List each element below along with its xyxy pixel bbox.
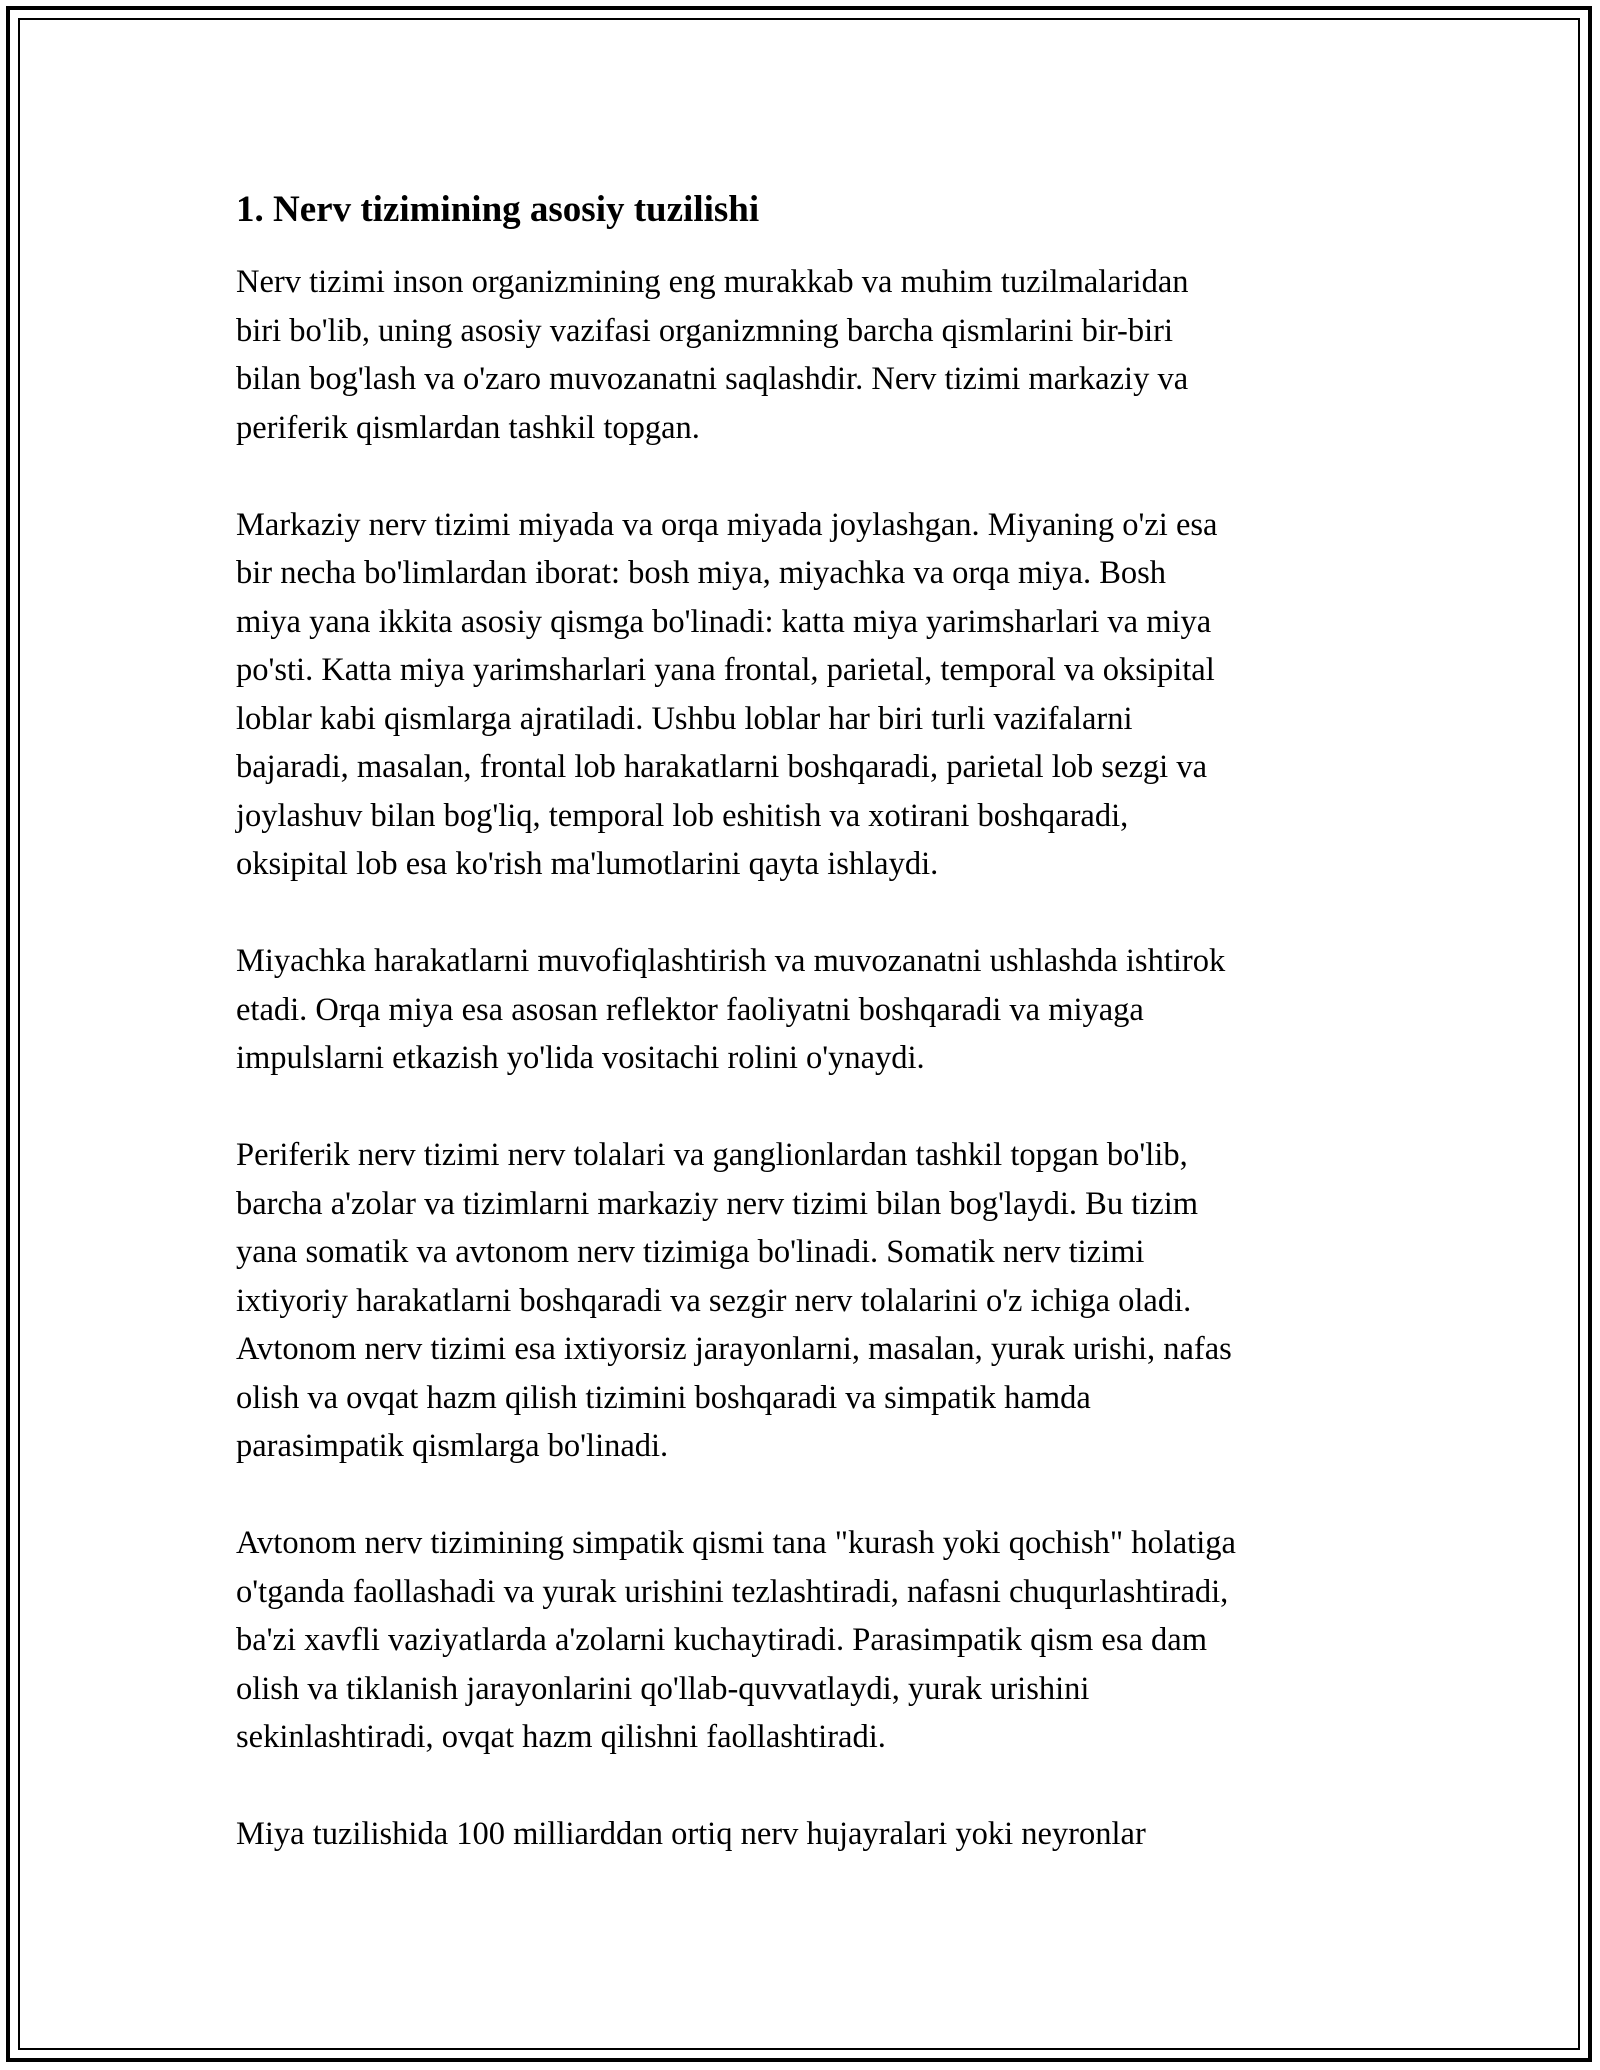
text-line: Miya tuzilishida 100 milliarddan ortiq nerv hujayralari yoki neyronlar	[236, 1816, 1146, 1852]
text-line: miya yana ikkita asosiy qismga bo'linadi: katta miya yarimsharlari va miya	[236, 603, 1212, 640]
text-line: olish va tiklanish jarayonlarini qo'llab-quvvatlaydi, yurak urishini	[236, 1670, 1090, 1707]
text-line: olish va ovqat hazm qilish tizimini boshqaradi va simpatik hamda	[236, 1379, 1091, 1416]
text-line: barcha a'zolar va tizimlarni markaziy nerv tizimi bilan bog'laydi. Bu tizim	[236, 1185, 1199, 1222]
text-line: bir necha bo'limlardan iborat: bosh miya, miyachka va orqa miya. Bosh	[236, 555, 1167, 591]
text-line: Markaziy nerv tizimi miyada va orqa miyada joylashgan. Miyaning o'zi esa	[236, 506, 1218, 543]
document-body	[236, 186, 1386, 1907]
text-line: ba'zi xavfli vaziyatlarda a'zolarni kuchaytiradi. Parasimpatik qism esa dam	[236, 1622, 1208, 1658]
text-line: sekinlashtiradi, ovqat hazm qilishni faollashtiradi.	[236, 1719, 886, 1755]
text-line: etadi. Orqa miya esa asosan reflektor faoliyatni boshqaradi va miyaga	[236, 991, 1144, 1028]
paragraph-periferik-nerv-tizimi	[236, 1131, 1386, 1471]
text-line: biri bo'lib, uning asosiy vazifasi organizmning barcha qismlarini bir-biri	[236, 312, 1173, 349]
text-line: loblar kabi qismlarga ajratiladi. Ushbu loblar har biri turli vazifalarni	[236, 700, 1133, 737]
text-line: o'tganda faollashadi va yurak urishini tezlashtiradi, nafasni chuqurlashtiradi,	[236, 1573, 1229, 1610]
text-line: parasimpatik qismlarga bo'linadi.	[236, 1428, 669, 1464]
text-line: ixtiyoriy harakatlarni boshqaradi va sezgir nerv tolalarini o'z ichiga oladi.	[236, 1282, 1192, 1319]
paragraph-miyachka	[236, 937, 1386, 1083]
text-line: Miyachka harakatlarni muvofiqlashtirish va muvozanatni ushlashda ishtirok	[236, 943, 1226, 979]
text-line: yana somatik va avtonom nerv tizimiga bo'linadi. Somatik nerv tizimi	[236, 1234, 1145, 1270]
text-line: Periferik nerv tizimi nerv tolalari va ganglionlardan tashkil topgan bo'lib,	[236, 1137, 1188, 1173]
text-line: joylashuv bilan bog'liq, temporal lob eshitish va xotirani boshqaradi,	[236, 797, 1129, 834]
section-heading: 1. Nerv tizimining asosiy tuzilishi	[236, 189, 760, 230]
paragraph-markaziy-nerv-tizimi	[236, 501, 1386, 889]
text-line: oksipital lob esa ko'rish ma'lumotlarini qayta ishlaydi.	[236, 846, 939, 882]
text-line: impulslarni etkazish yo'lida vositachi rolini o'ynaydi.	[236, 1040, 925, 1076]
paragraph-nerv-tizimi-intro	[236, 258, 1386, 452]
text-line: po'sti. Katta miya yarimsharlari yana frontal, parietal, temporal va oksipital	[236, 652, 1215, 688]
text-line: bajaradi, masalan, frontal lob harakatlarni boshqaradi, parietal lob sezgi va	[236, 749, 1208, 785]
text-line: Avtonom nerv tizimi esa ixtiyorsiz jarayonlarni, masalan, yurak urishi, nafas	[236, 1331, 1232, 1367]
text-line: Nerv tizimi inson organizmining eng murakkab va muhim tuzilmalaridan	[236, 264, 1189, 300]
text-line: Avtonom nerv tizimining simpatik qismi tana "kurash yoki qochish" holatiga	[236, 1525, 1236, 1561]
paragraph-simpatik-qism	[236, 1519, 1386, 1762]
paragraph-miya-tuzilishi	[236, 1810, 1386, 1859]
text-line: bilan bog'lash va o'zaro muvozanatni saqlashdir. Nerv tizimi markaziy va	[236, 361, 1189, 397]
text-line: periferik qismlardan tashkil topgan.	[236, 409, 700, 446]
